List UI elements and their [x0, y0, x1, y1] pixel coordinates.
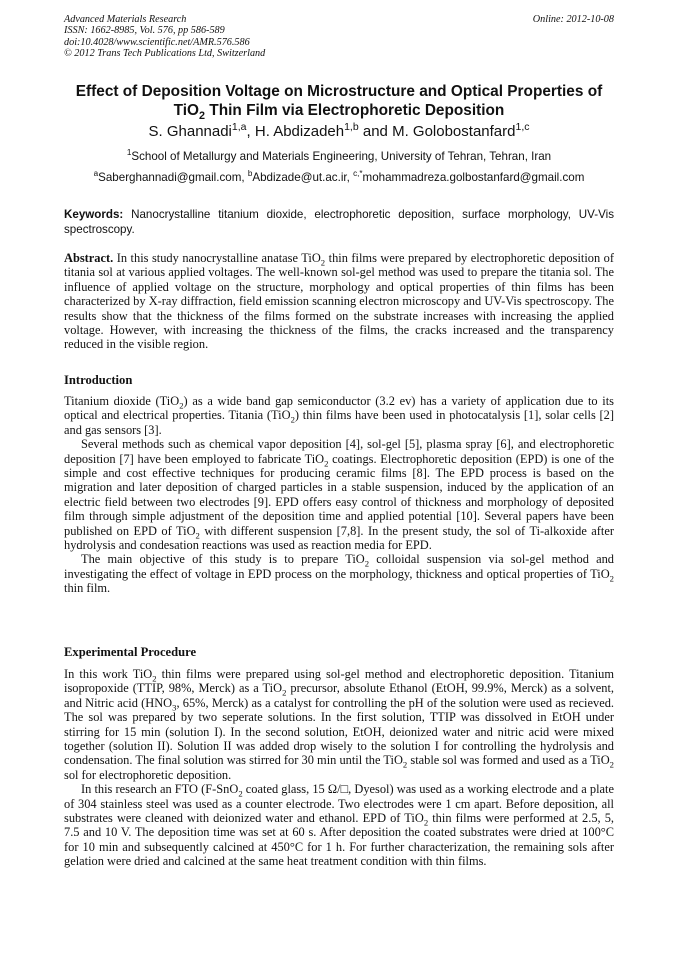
affiliation: $^1$School of Metallurgy and Materials Engineering, University of Tehran, Tehran, Iran: [126, 148, 552, 163]
paragraph: Several methods such as chemical vapor deposition [4], sol-gel [5], plasma spray [6], and electrophoretic deposition [7] have been employed to fabricate TiO$_2$ coatings. Electrophoretic deposition (EPD) is one of the simple and cost effective techniques for producing ceramic films [8]. The EPD process is based on the migration and later deposition of charged particles in a stable suspension, induced by the application of an electric field between two electrodes [9]. EPD offers easy control of thickness and morphology of deposited film through simple adjustment of the deposition time and applied potential [10]. Several papers have been published on EPD of TiO$_2$ with different suspension [7,8]. In the present study, the sol of Ti-alkoxide after hydrolysis and condesation reactions was used as reaction media for EPD.: [64, 437, 614, 553]
abstract-label: Abstract.: [64, 251, 114, 265]
keywords: Keywords: Nanocrystalline titanium dioxide, electrophoretic deposition, surface morphology, UV-Vis spectroscopy.: [64, 208, 614, 236]
author-name: S. Ghannadi: [148, 123, 232, 140]
journal-header: [64, 14, 614, 60]
keywords-label: Keywords:: [64, 208, 124, 221]
online-date: Online: 2012-10-08: [532, 14, 614, 25]
issn-line: ISSN: 1662-8985, Vol. 576, pp 586-589: [64, 25, 225, 37]
paragraph: Titanium dioxide (TiO$_2$) as a wide band gap semiconductor (3.2 ev) has a variety of application due to its optical and electrical properties. Titania (TiO$_2$) thin films have been used in photocatalysis [1], solar cells [2] and gas sensors [3].: [64, 394, 614, 437]
email-link[interactable]: Abdizade@ut.ac.ir,: [252, 171, 354, 184]
experimental-body: [64, 667, 614, 869]
journal-name: Advanced Materials Research: [64, 14, 187, 25]
abstract: Abstract. In this study nanocrystalline anatase TiO$_2$ thin films were prepared by electrophoretic deposition of titania sol at various applied voltages. The well-known sol-gel method was used to prepare the titania sol. The influence of applied voltage on the structure, morphology and optical properties of thin films has been characterized by X-ray diffraction, field emission scanning electron microscopy and UV-Vis spectroscopy. The results show that the thickness of the films formed on the substrate increases with increasing the applied voltage. However, with increasing the thickness of the films, the cracks increased and the transparency reduced in the visible region.: [64, 251, 614, 352]
author-name: M. Golobostanfard: [392, 123, 516, 140]
copyright-line: © 2012 Trans Tech Publications Ltd, Switzerland: [64, 48, 266, 60]
section-heading-experimental: Experimental Procedure: [64, 645, 197, 659]
title-line-2: TiO$_2$ Thin Film via Electrophoretic Deposition: [173, 102, 505, 123]
paragraph: In this research an FTO (F-SnO$_2$ coated glass, 15 Ω/□, Dyesol) was used as a working electrode and a plate of 304 stainless steel was used as a counter electrode. Two electrodes were 1 cm apart. Before deposition, all substrates were cleaned with deionized water and ethanol. EPD of TiO$_2$ thin films were performed at 2.5, 5, 7.5 and 10 V. The deposition time was set at 60 s. After deposition the coated substrates were dried at 100°C for 10 min and subsequently calcined at 450°C for 1 h. For further characterization, the remaining sols after gelation were dried and calcined at the same heat treatment condition with thin films.: [64, 782, 614, 869]
email-link[interactable]: Saberghannadi@gmail.com,: [98, 171, 248, 184]
section-heading-introduction: Introduction: [64, 373, 133, 387]
author-list: S. Ghannadi$^{1,a}$, H. Abdizadeh$^{1,b}$ and M. Golobostanfard$^{1,c}$: [148, 121, 530, 140]
title-line-1: Effect of Deposition Voltage on Microstructure and Optical Properties of: [75, 83, 603, 100]
paper-title: [40, 82, 638, 123]
paragraph: The main objective of this study is to prepare TiO$_2$ colloidal suspension via sol-gel method and investigating the effect of voltage in EPD process on the morphology, thickness and optical properties of TiO$_2$ thin film.: [64, 552, 615, 596]
introduction-body: [64, 394, 614, 596]
author-name: H. Abdizadeh: [254, 123, 345, 140]
doi-line: doi:10.4028/www.scientific.net/AMR.576.586: [64, 36, 250, 48]
paragraph: In this work TiO$_2$ thin films were prepared using sol-gel method and electrophoretic deposition. Titanium isopropoxide (TTIP, 98%, Merck) as a TiO$_2$ precursor, absolute Ethanol (EtOH, 99.9%, Merck) as a solvent, and Nitric acid ($HNO_3$, 65%, Merck) as a catalyst for controlling the pH of the solution were used as recieved. The sol was prepared by two seperate solutions. In the first solution, TTIP was dissolved in EtOH under stirring for 15 min (solution I). In the second solution, EtOH, deionized water and nitric acid were mixed together (solution II). Solution II was added drop wisely to the solution I for controlling the hydrolysis and condensation. The final solution was stirred for 30 min until the TiO$_2$ stable sol was formed and used as a TiO$_2$ sol for electrophoretic deposition.: [64, 667, 615, 782]
email-link[interactable]: mohammadreza.golbostanfard@gmail.com: [362, 171, 585, 184]
author-emails: $^a$Saberghannadi@gmail.com, $^b$Abdizade@ut.ac.ir, $^{c,*}$mohammadreza.golbostanfard@gmail.com: [93, 169, 585, 184]
